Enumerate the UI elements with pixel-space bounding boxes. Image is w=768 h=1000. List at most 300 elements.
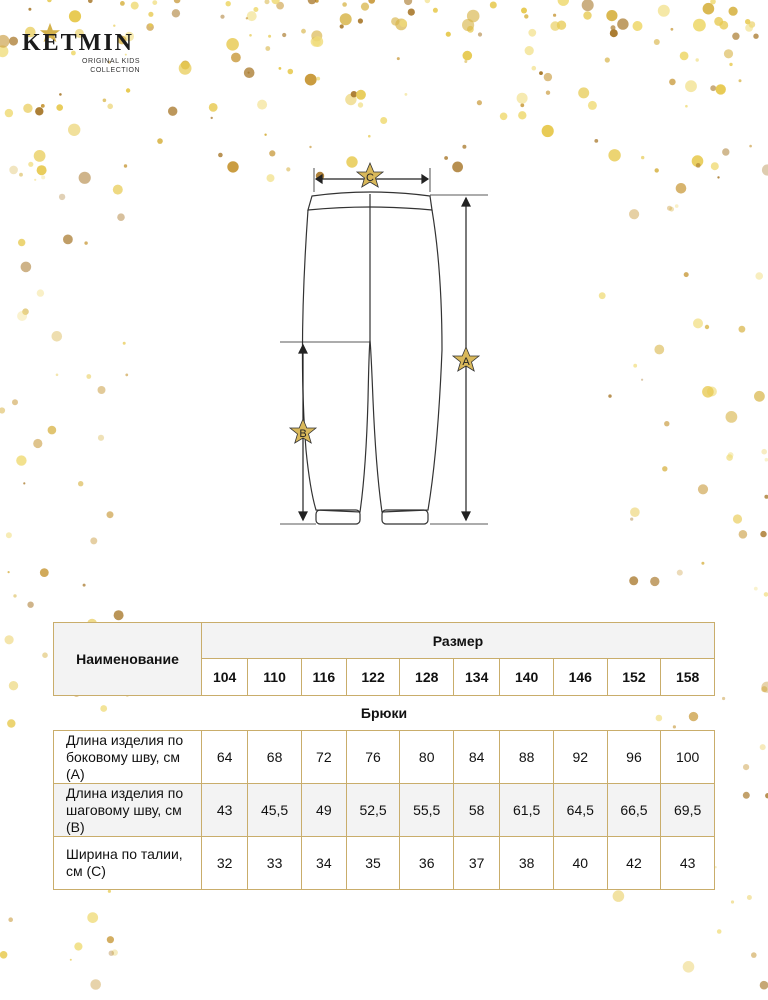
confetti-dot xyxy=(761,449,767,455)
confetti-dot xyxy=(9,37,18,46)
confetti-dot xyxy=(397,57,400,60)
confetti-dot xyxy=(613,890,625,902)
confetti-dot xyxy=(671,28,674,31)
confetti-dot xyxy=(745,24,753,32)
table-row xyxy=(54,784,715,837)
confetti-dot xyxy=(610,29,618,37)
confetti-dot xyxy=(117,213,125,221)
value-cell: 34 xyxy=(301,837,346,890)
table-row xyxy=(54,731,715,784)
confetti-dot xyxy=(539,71,543,75)
confetti-dot xyxy=(78,481,83,486)
confetti-dot xyxy=(716,84,726,94)
confetti-dot xyxy=(301,29,306,34)
confetti-dot xyxy=(542,125,554,137)
confetti-dot xyxy=(361,3,369,11)
confetti-dot xyxy=(5,109,13,117)
confetti-dot xyxy=(608,394,611,397)
confetti-dot xyxy=(629,209,639,219)
confetti-dot xyxy=(546,91,550,95)
confetti-dot xyxy=(309,146,311,148)
confetti-dot xyxy=(33,439,42,448)
confetti-dot xyxy=(693,19,706,32)
confetti-dot xyxy=(553,14,556,17)
confetti-dot xyxy=(611,25,616,30)
confetti-dot xyxy=(18,239,25,246)
confetti-dot xyxy=(265,46,270,51)
confetti-dot xyxy=(168,107,177,116)
confetti-dot xyxy=(765,458,768,462)
confetti-dot xyxy=(405,93,408,96)
confetti-dot xyxy=(174,0,181,3)
confetti-dot xyxy=(8,571,10,573)
confetti-dot xyxy=(749,145,752,148)
confetti-dot xyxy=(517,93,528,104)
confetti-dot xyxy=(109,951,114,956)
confetti-dot xyxy=(680,52,689,61)
confetti-dot xyxy=(41,175,45,179)
confetti-dot xyxy=(0,35,10,48)
value-cell: 52,5 xyxy=(346,784,400,837)
confetti-dot xyxy=(152,0,157,5)
size-cell: 110 xyxy=(248,659,302,696)
confetti-dot xyxy=(696,58,699,61)
confetti-dot xyxy=(760,531,766,537)
confetti-dot xyxy=(462,145,466,149)
confetti-dot xyxy=(599,292,606,299)
confetti-dot xyxy=(711,162,719,170)
confetti-dot xyxy=(676,183,687,194)
confetti-dot xyxy=(751,952,757,958)
confetti-dot xyxy=(226,38,239,51)
confetti-dot xyxy=(114,610,124,620)
confetti-dot xyxy=(157,138,163,144)
value-cell: 42 xyxy=(607,837,661,890)
size-cell: 128 xyxy=(400,659,454,696)
confetti-dot xyxy=(703,3,715,15)
confetti-dot xyxy=(404,0,412,5)
confetti-dot xyxy=(358,102,363,107)
value-cell: 92 xyxy=(553,731,607,784)
confetti-dot xyxy=(172,9,180,17)
value-cell: 64,5 xyxy=(553,784,607,837)
confetti-dot xyxy=(463,51,473,61)
confetti-dot xyxy=(693,318,703,328)
confetti-dot xyxy=(42,652,48,658)
confetti-dot xyxy=(244,67,255,78)
confetti-dot xyxy=(380,117,387,124)
confetti-dot xyxy=(28,162,33,167)
value-cell: 38 xyxy=(500,837,554,890)
value-cell: 33 xyxy=(248,837,302,890)
confetti-dot xyxy=(650,577,659,586)
confetti-dot xyxy=(253,7,258,12)
confetti-dot xyxy=(760,744,766,750)
confetti-dot xyxy=(23,482,25,484)
confetti-dot xyxy=(340,24,344,28)
confetti-dot xyxy=(316,77,320,81)
confetti-dot xyxy=(282,33,286,37)
confetti-dot xyxy=(356,90,366,100)
size-cell: 140 xyxy=(500,659,554,696)
confetti-dot xyxy=(521,8,527,14)
label-c: C xyxy=(366,172,374,184)
value-cell: 80 xyxy=(400,731,454,784)
confetti-dot xyxy=(247,11,257,21)
label-b: B xyxy=(299,428,307,440)
value-cell: 72 xyxy=(301,731,346,784)
confetti-dot xyxy=(218,153,223,158)
confetti-dot xyxy=(525,46,534,55)
confetti-dot xyxy=(123,342,126,345)
value-cell: 100 xyxy=(661,731,715,784)
confetti-dot xyxy=(743,792,750,799)
confetti-dot xyxy=(729,7,738,16)
header-size-cell: Размер xyxy=(202,623,715,659)
confetti-dot xyxy=(107,511,114,518)
confetti-dot xyxy=(48,426,57,435)
confetti-dot xyxy=(41,104,45,108)
confetti-dot xyxy=(179,62,192,75)
confetti-dot xyxy=(28,8,31,11)
confetti-dot xyxy=(368,0,375,4)
confetti-dot xyxy=(0,407,5,413)
confetti-dot xyxy=(209,103,218,112)
confetti-dot xyxy=(227,161,238,172)
confetti-dot xyxy=(605,57,610,62)
confetti-dot xyxy=(739,79,742,82)
confetti-dot xyxy=(268,35,271,38)
confetti-dot xyxy=(594,139,598,143)
confetti-dot xyxy=(760,981,768,990)
confetti-dot xyxy=(8,917,13,922)
confetti-dot xyxy=(342,2,347,7)
confetti-dot xyxy=(755,272,763,280)
confetti-dot xyxy=(257,100,267,110)
confetti-dot xyxy=(446,32,451,37)
confetti-dot xyxy=(107,104,113,110)
confetti-dot xyxy=(669,79,676,86)
confetti-dot xyxy=(732,33,739,40)
pants-outline-icon xyxy=(302,192,442,524)
confetti-dot xyxy=(684,272,689,277)
value-cell: 40 xyxy=(553,837,607,890)
confetti-dot xyxy=(739,326,746,333)
confetti-dot xyxy=(113,25,115,27)
value-cell: 58 xyxy=(454,784,500,837)
confetti-dot xyxy=(37,165,47,175)
size-cell: 152 xyxy=(607,659,661,696)
pants-measurement-diagram xyxy=(270,150,500,540)
confetti-dot xyxy=(126,88,130,92)
confetti-dot xyxy=(265,0,270,4)
confetti-dot xyxy=(56,104,63,111)
star-icon-c xyxy=(357,163,383,187)
confetti-dot xyxy=(47,0,52,2)
confetti-dot xyxy=(658,5,670,17)
brand-logo xyxy=(22,30,140,75)
confetti-dot xyxy=(305,74,317,86)
confetti-dot xyxy=(17,311,27,321)
confetti-dot xyxy=(124,164,127,167)
confetti-dot xyxy=(149,24,152,27)
confetti-dot xyxy=(400,20,408,28)
confetti-dot xyxy=(532,66,537,71)
confetti-dot xyxy=(641,156,644,159)
confetti-dot xyxy=(655,168,659,172)
confetti-dot xyxy=(582,0,594,11)
confetti-dot xyxy=(63,235,73,245)
confetti-dot xyxy=(425,0,431,3)
confetti-dot xyxy=(120,1,125,6)
confetti-dot xyxy=(722,697,725,700)
confetti-dot xyxy=(27,602,33,608)
confetti-dot xyxy=(0,951,7,959)
confetti-dot xyxy=(764,495,768,499)
confetti-dot xyxy=(664,421,669,426)
confetti-dot xyxy=(462,19,474,31)
confetti-dot xyxy=(588,101,597,110)
inseam-arrow-icon xyxy=(280,342,370,524)
confetti-dot xyxy=(107,936,114,943)
confetti-dot xyxy=(739,530,748,539)
size-chart-table xyxy=(53,622,715,890)
confetti-dot xyxy=(702,386,714,398)
value-cell: 69,5 xyxy=(661,784,715,837)
confetti-dot xyxy=(731,900,734,903)
confetti-dot xyxy=(87,912,98,923)
confetti-dot xyxy=(606,10,617,21)
size-cell: 104 xyxy=(202,659,248,696)
confetti-dot xyxy=(717,929,722,934)
confetti-dot xyxy=(683,961,695,973)
confetti-dot xyxy=(558,0,569,6)
confetti-dot xyxy=(662,466,667,471)
confetti-dot xyxy=(464,60,467,63)
size-cell: 116 xyxy=(301,659,346,696)
confetti-dot xyxy=(762,164,768,175)
confetti-dot xyxy=(69,10,81,22)
row-label: Длина изделия по боковому шву, см (А) xyxy=(54,731,202,784)
confetti-dot xyxy=(685,105,688,108)
confetti-dot xyxy=(90,979,101,990)
confetti-dot xyxy=(764,592,768,597)
confetti-dot xyxy=(79,172,91,184)
confetti-dot xyxy=(641,379,643,381)
confetti-dot xyxy=(19,173,23,177)
confetti-dot xyxy=(524,14,528,18)
value-cell: 49 xyxy=(301,784,346,837)
confetti-dot xyxy=(629,576,638,585)
confetti-dot xyxy=(747,895,752,900)
value-cell: 61,5 xyxy=(500,784,554,837)
confetti-dot xyxy=(83,584,86,587)
size-cell: 158 xyxy=(661,659,715,696)
confetti-dot xyxy=(717,176,719,178)
confetti-dot xyxy=(86,374,91,379)
brand-name: KETMIN xyxy=(22,30,135,56)
confetti-dot xyxy=(288,69,294,75)
confetti-dot xyxy=(40,568,49,577)
confetti-dot xyxy=(21,262,32,273)
confetti-dot xyxy=(226,1,231,6)
confetti-dot xyxy=(630,518,633,521)
confetti-dot xyxy=(5,635,14,644)
confetti-dot xyxy=(12,399,18,405)
confetti-dot xyxy=(148,12,153,17)
table-row xyxy=(54,837,715,890)
confetti-dot xyxy=(59,194,65,200)
brand-tagline-2: COLLECTION xyxy=(90,67,140,74)
confetti-dot xyxy=(90,537,97,544)
confetti-dot xyxy=(98,386,106,394)
confetti-dot xyxy=(701,562,704,565)
value-cell: 66,5 xyxy=(607,784,661,837)
confetti-dot xyxy=(312,36,323,47)
confetti-dot xyxy=(544,73,552,81)
confetti-dot xyxy=(368,135,371,138)
confetti-dot xyxy=(675,204,679,208)
confetti-dot xyxy=(722,148,729,155)
value-cell: 35 xyxy=(346,837,400,890)
confetti-dot xyxy=(583,11,591,19)
confetti-dot xyxy=(724,49,733,58)
value-cell: 76 xyxy=(346,731,400,784)
confetti-dot xyxy=(108,890,111,893)
confetti-dot xyxy=(9,681,18,690)
confetti-dot xyxy=(56,374,59,377)
confetti-dot xyxy=(125,374,128,377)
confetti-dot xyxy=(6,532,12,538)
confetti-dot xyxy=(477,100,482,105)
confetti-dot xyxy=(249,34,252,37)
confetti-dot xyxy=(70,959,72,961)
row-label: Длина изделия по шаговому шву, см (В) xyxy=(54,784,202,837)
confetti-dot xyxy=(677,570,683,576)
label-a: A xyxy=(462,356,470,368)
confetti-dot xyxy=(23,104,32,113)
value-cell: 37 xyxy=(454,837,500,890)
confetti-dot xyxy=(578,87,589,98)
confetti-dot xyxy=(13,594,16,597)
confetti-dot xyxy=(34,150,46,162)
confetti-dot xyxy=(726,411,738,423)
section-row xyxy=(54,696,715,731)
confetti-dot xyxy=(669,207,674,212)
confetti-dot xyxy=(728,452,734,458)
confetti-dot xyxy=(98,435,104,441)
confetti-dot xyxy=(358,18,363,23)
value-cell: 43 xyxy=(202,784,248,837)
value-cell: 43 xyxy=(661,837,715,890)
confetti-dot xyxy=(754,587,758,591)
confetti-dot xyxy=(729,63,732,66)
confetti-dot xyxy=(84,241,87,244)
confetti-dot xyxy=(685,80,697,92)
confetti-dot xyxy=(753,34,758,39)
confetti-dot xyxy=(557,21,566,30)
confetti-dot xyxy=(68,124,80,136)
confetti-dot xyxy=(617,18,628,29)
confetti-dot xyxy=(743,764,749,770)
confetti-dot xyxy=(340,13,352,25)
confetti-dot xyxy=(520,103,524,107)
size-cell: 146 xyxy=(553,659,607,696)
confetti-dot xyxy=(246,17,248,19)
confetti-dot xyxy=(113,185,123,195)
value-cell: 96 xyxy=(607,731,661,784)
size-cell: 134 xyxy=(454,659,500,696)
section-title: Брюки xyxy=(360,705,408,721)
confetti-dot xyxy=(490,2,497,9)
confetti-dot xyxy=(88,0,93,3)
confetti-dot xyxy=(705,325,709,329)
header-name-cell: Наименование xyxy=(54,623,202,696)
confetti-dot xyxy=(211,117,213,119)
star-icon-a xyxy=(453,347,479,371)
confetti-dot xyxy=(608,149,620,161)
confetti-dot xyxy=(264,134,266,136)
value-cell: 45,5 xyxy=(248,784,302,837)
confetti-dot xyxy=(633,364,637,368)
confetti-dot xyxy=(654,345,664,355)
confetti-dot xyxy=(9,166,18,175)
confetti-dot xyxy=(34,179,36,181)
confetti-dot xyxy=(391,17,399,25)
confetti-dot xyxy=(478,32,482,36)
confetti-dot xyxy=(745,19,750,24)
confetti-dot xyxy=(74,942,82,950)
confetti-dot xyxy=(754,391,765,402)
value-cell: 84 xyxy=(454,731,500,784)
confetti-dot xyxy=(654,39,660,45)
confetti-dot xyxy=(633,21,643,31)
value-cell: 32 xyxy=(202,837,248,890)
size-cell: 122 xyxy=(346,659,400,696)
confetti-dot xyxy=(710,85,716,91)
brand-tagline-1: ORIGINAL KIDS xyxy=(82,58,140,65)
confetti-dot xyxy=(231,53,241,63)
confetti-dot xyxy=(35,107,43,115)
confetti-dot xyxy=(52,331,63,342)
confetti-dot xyxy=(528,29,536,37)
star-icon-b xyxy=(290,419,316,443)
confetti-dot xyxy=(733,514,742,523)
confetti-dot xyxy=(103,99,107,103)
confetti-dot xyxy=(308,0,316,4)
confetti-dot xyxy=(408,9,415,16)
confetti-dot xyxy=(518,111,526,119)
confetti-dot xyxy=(698,484,708,494)
confetti-dot xyxy=(630,507,640,517)
value-cell: 64 xyxy=(202,731,248,784)
value-cell: 55,5 xyxy=(400,784,454,837)
confetti-dot xyxy=(433,8,438,13)
confetti-dot xyxy=(16,455,26,465)
confetti-dot xyxy=(59,93,62,96)
confetti-dot xyxy=(37,289,44,296)
confetti-dot xyxy=(696,163,701,168)
confetti-dot xyxy=(220,15,224,19)
value-cell: 68 xyxy=(248,731,302,784)
confetti-dot xyxy=(500,113,508,121)
confetti-dot xyxy=(7,719,15,727)
confetti-dot xyxy=(279,67,282,70)
confetti-dot xyxy=(719,21,728,30)
value-cell: 88 xyxy=(500,731,554,784)
confetti-dot xyxy=(131,2,139,10)
value-cell: 36 xyxy=(400,837,454,890)
